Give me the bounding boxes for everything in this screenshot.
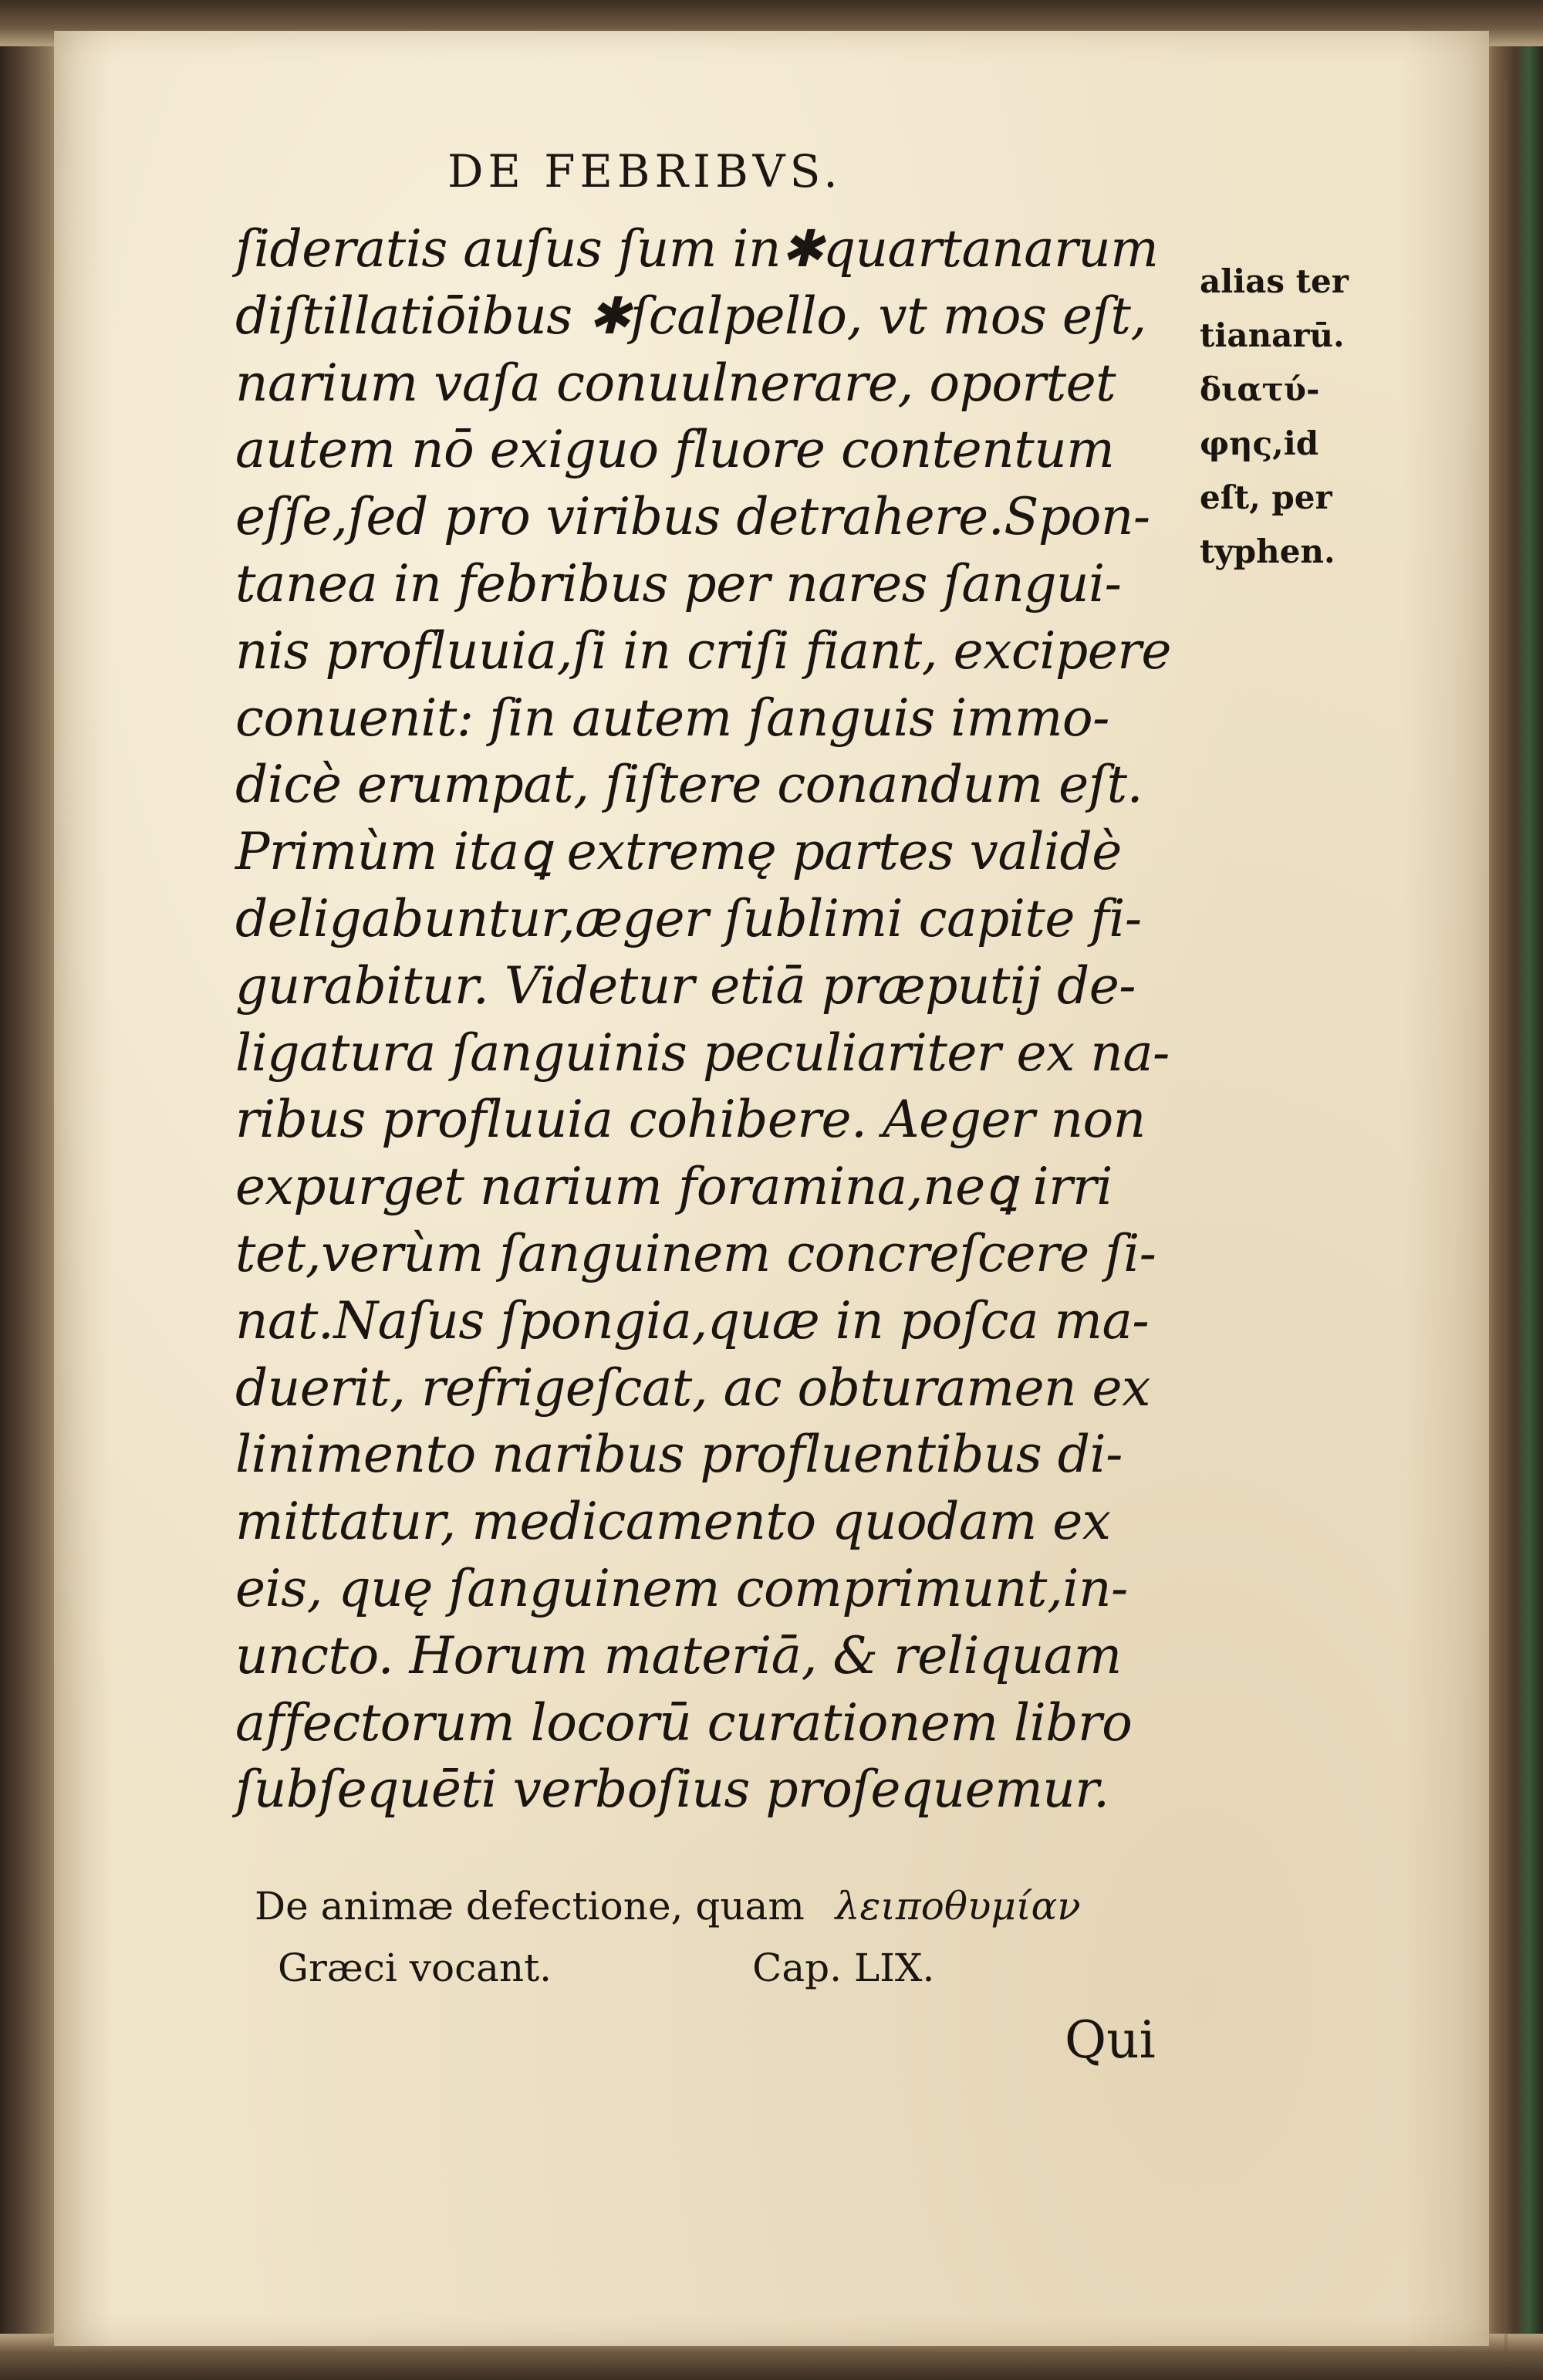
catchword: Qui — [1065, 2010, 1156, 2070]
text-line: ligatura ſanguinis peculiariter ex na- — [235, 1023, 1170, 1083]
text-line: dicè erumpat, ſiſtere conandum eſt. — [235, 755, 1143, 815]
chapter-heading-line-2 — [255, 1937, 1211, 1999]
marginal-line: διατύ- — [1200, 370, 1320, 408]
text-line: narium vaſa conuulnerare, oportet — [235, 353, 1116, 413]
text-line: ſubſequēti verboſius proſequemur. — [235, 1760, 1109, 1820]
page-fold-line — [1504, 77, 1508, 2361]
text-line: affectorum locorū curationem libro — [235, 1692, 1133, 1753]
text-line: ſideratis auſus ſum in✱quartanarum — [235, 219, 1159, 279]
text-line: uncto. Horum materiā, & reliquam — [235, 1625, 1122, 1685]
text-line: expurget narium foramina,neꝗ irri — [235, 1157, 1113, 1217]
running-head: DE FEBRIBVS. — [447, 145, 842, 198]
marginal-line: tianarū. — [1200, 316, 1345, 354]
text-line: ribus profluuia cohibere. Aeger non — [235, 1090, 1146, 1150]
text-line: diſtillatiōibus ✱ſcalpello, vt mos eſt, — [235, 286, 1146, 346]
text-line: tet,verùm ſanguinem concreſcere ſi- — [235, 1223, 1156, 1283]
text-line: duerit, refrigeſcat, ac obturamen ex — [235, 1357, 1150, 1418]
chapter-number: Cap. LIX. — [752, 1946, 935, 1990]
chapter-title-latin-2: Græci vocant. — [278, 1946, 552, 1990]
main-text-block — [235, 216, 1215, 1824]
text-line: nat.Naſus ſpongia,quæ in poſca ma- — [235, 1290, 1150, 1351]
text-line: mittatur, medicamento quodam ex — [235, 1492, 1111, 1552]
text-line: eſſe,ſed pro viribus detrahere.Spon- — [235, 487, 1150, 547]
text-line: gurabitur. Videtur etiā præputij de- — [235, 955, 1136, 1016]
chapter-title-latin: De animæ defectione, quam — [255, 1884, 805, 1929]
chapter-heading-line-1 — [255, 1875, 1211, 1937]
text-line: deligabuntur,æger ſublimi capite fi- — [235, 888, 1142, 948]
text-line: conuenit: ſin autem ſanguis immo- — [235, 688, 1109, 748]
text-line: tanea in febribus per nares ſangui- — [235, 553, 1122, 614]
text-line: linimento naribus profluentibus di- — [235, 1425, 1123, 1485]
marginal-line: typhen. — [1200, 532, 1335, 570]
text-line: Primùm itaꝗ extremę partes validè — [235, 822, 1122, 882]
marginal-line: φης,id — [1200, 424, 1319, 462]
text-line: eis, quę ſanguinem comprimunt,in- — [235, 1558, 1128, 1618]
marginal-line: alias ter — [1200, 262, 1349, 300]
text-line: autem nō exiguo fluore contentum — [235, 420, 1115, 480]
marginal-note — [1200, 255, 1400, 579]
text-line: nis profluuia,ſi in criſi fiant, excipere — [235, 620, 1171, 681]
chapter-title-greek: λειποθυμίαν — [835, 1884, 1081, 1929]
chapter-heading — [255, 1875, 1211, 1999]
marginal-line: eſt, per — [1200, 478, 1332, 516]
